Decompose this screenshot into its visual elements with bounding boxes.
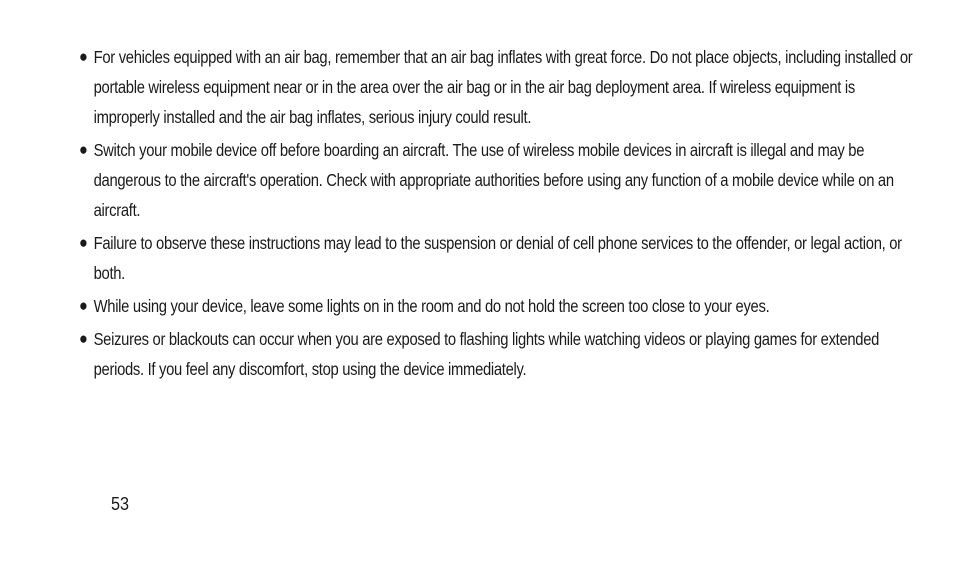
bullet-text: Seizures or blackouts can occur when you are exposed to flashing lights while watching videos or playing games for extended periods. If you feel any discomfort, stop using the device immediately. — [93, 329, 880, 379]
bullet-dot-icon: ● — [79, 296, 88, 315]
bullet-text: While using your device, leave some lights on in the room and do not hold the screen too close to your eyes. — [93, 296, 770, 316]
bullet-dot-icon: ● — [79, 329, 88, 348]
bullet-item-aircraft — [79, 135, 919, 225]
bullet-text: For vehicles equipped with an air bag, remember that an air bag inflates with great force. Do not place objects, including installed or portable wireless equipment near or in the area over the air bag or in the air bag deployment area. If wireless equipment is improperly installed and the air bag inflates, serious injury could result. — [93, 47, 913, 127]
bullet-item-seizures — [79, 324, 919, 384]
bullet-text: Failure to observe these instructions may lead to the suspension or denial of cell phone services to the offender, or legal action, or both. — [93, 233, 902, 283]
bullet-item-failure — [79, 228, 919, 288]
bullet-item-air-bag — [79, 42, 919, 132]
page-number: 53 — [111, 494, 130, 514]
bullet-item-lights — [79, 291, 919, 321]
bullet-dot-icon: ● — [79, 140, 88, 159]
bullet-dot-icon: ● — [79, 47, 88, 66]
safety-bullet-list — [79, 42, 913, 387]
bullet-text: Switch your mobile device off before boarding an aircraft. The use of wireless mobile devices in aircraft is illegal and may be dangerous to the aircraft's operation. Check with appropriate authorities before using any function of a mobile device while on an aircraft. — [93, 140, 894, 220]
bullet-dot-icon: ● — [79, 233, 88, 252]
